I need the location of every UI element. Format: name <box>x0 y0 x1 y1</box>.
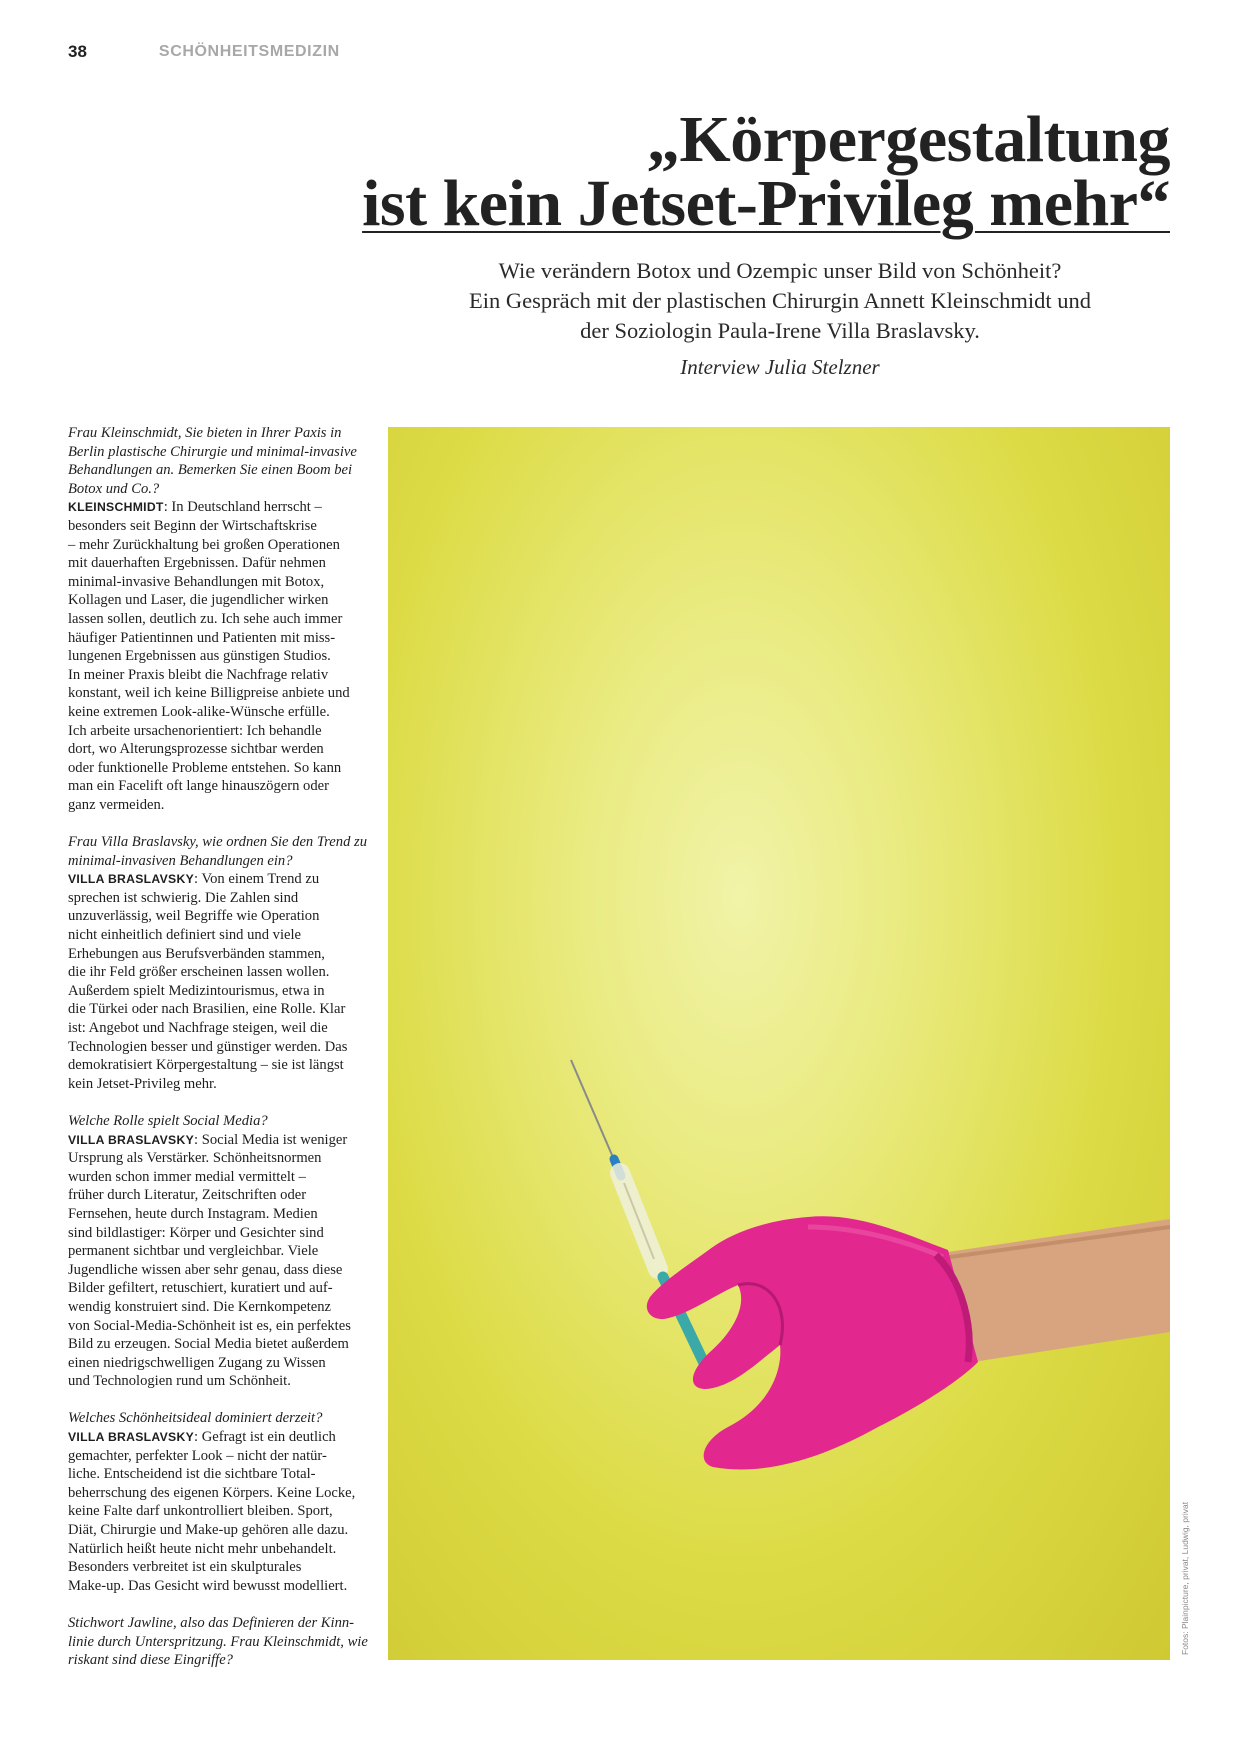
answer-line: Jugendliche wissen aber sehr genau, dass diese <box>68 1261 343 1278</box>
question-line: Berlin plastische Chirurgie und minimal-invasive <box>68 443 357 460</box>
question-line: Stichwort Jawline, also das Definieren der Kinn- <box>68 1615 355 1631</box>
answer-line: die Türkei oder nach Brasilien, eine Rolle. Klar <box>68 1001 346 1018</box>
answer-line: Ich arbeite ursachenorientiert: Ich behandle <box>68 722 322 739</box>
syringe-needle <box>571 1060 615 1162</box>
photo-credit: Fotos: Plainpicture, privat, Ludwig, privat <box>1180 1501 1190 1655</box>
page-number: 38 <box>68 42 87 61</box>
question-line: riskant sind diese Eingriffe? <box>68 1652 233 1669</box>
question-line: Behandlungen an. Bemerken Sie einen Boom bei <box>68 462 353 479</box>
answer-line: Technologien besser und günstiger werden. Das <box>68 1038 348 1055</box>
paragraph-gap <box>68 1391 376 1410</box>
syringe-hand-illustration <box>388 427 1170 1660</box>
answer-first-line <box>68 1131 376 1150</box>
answer-line: Diät, Chirurgie und Make-up gehören alle dazu. <box>68 1522 349 1539</box>
headline-line-2: ist kein Jetset-Privileg mehr“ <box>362 167 1170 240</box>
answer-line: keine Falte darf unkontrolliert bleiben. Sport, <box>68 1503 333 1520</box>
answer-line: minimal-invasive Behandlungen mit Botox, <box>68 573 325 590</box>
question-line: Frau Villa Braslavsky, wie ordnen Sie den Trend zu <box>68 834 368 851</box>
answer-line: mit dauerhaften Ergebnissen. Dafür nehmen <box>68 555 326 572</box>
standfirst <box>400 256 1160 346</box>
interview-column <box>68 424 376 1670</box>
answer-line: die ihr Feld größer erscheinen lassen wollen. <box>68 964 330 981</box>
answer-line: keine extremen Look-alike-Wünsche erfülle. <box>68 703 330 720</box>
answer-line: früher durch Literatur, Zeitschriften oder <box>68 1187 307 1204</box>
question-line: Welches Schönheitsideal dominiert derzeit? <box>68 1410 323 1427</box>
answer-line: Bild zu erzeugen. Social Media bietet außerdem <box>68 1336 349 1353</box>
answer-line: von Social-Media-Schönheit ist es, ein perfektes <box>68 1317 351 1334</box>
paragraph-gap <box>68 814 376 833</box>
speaker-name: VILLA BRASLAVSKY <box>68 1430 195 1445</box>
answer-line: oder funktionelle Probleme entstehen. So kann <box>68 759 342 776</box>
answer-line: demokratisiert Körpergestaltung – sie ist längst <box>68 1057 344 1074</box>
question-line: Frau Kleinschmidt, Sie bieten in Ihrer Paxis in <box>68 425 342 441</box>
answer-line: Besonders verbreitet ist ein skulpturales <box>68 1559 302 1576</box>
answer-line: Außerdem spielt Medizintourismus, etwa in <box>68 982 325 999</box>
answer-line: Kollagen und Laser, die jugendlicher wirken <box>68 592 329 609</box>
paragraph-gap <box>68 1093 376 1112</box>
answer-line: beherrschung des eigenen Körpers. Keine Locke, <box>68 1484 356 1501</box>
answer-line: – mehr Zurückhaltung bei großen Operationen <box>68 536 340 553</box>
answer-line: wurden schon immer medial vermittelt – <box>68 1168 306 1185</box>
answer-line: man ein Facelift oft lange hinauszögern oder <box>68 778 329 795</box>
answer-line: liche. Entscheidend ist die sichtbare Total- <box>68 1466 316 1483</box>
answer-first-line <box>68 870 376 889</box>
answer-line: lassen sollen, deutlich zu. Ich sehe auch immer <box>68 610 343 627</box>
question-line: Welche Rolle spielt Social Media? <box>68 1112 268 1129</box>
answer-line: permanent sichtbar und vergleichbar. Viele <box>68 1243 319 1260</box>
answer-text: : Social Media ist weniger <box>194 1131 348 1148</box>
question-line: Botox und Co.? <box>68 480 160 497</box>
answer-first-line <box>68 498 376 517</box>
answer-text: : In Deutschland herrscht – <box>163 499 322 516</box>
answer-line: ganz vermeiden. <box>68 796 165 813</box>
answer-line: In meiner Praxis bleibt die Nachfrage relativ <box>68 666 329 683</box>
standfirst-line: der Soziologin Paula-Irene Villa Braslavsky. <box>580 318 980 343</box>
answer-text: : Gefragt ist ein deutlich <box>194 1429 336 1446</box>
answer-line: und Technologien rund um Schönheit. <box>68 1373 291 1390</box>
answer-line: ist: Angebot und Nachfrage steigen, weil die <box>68 1020 328 1036</box>
answer-line: kein Jetset-Privileg mehr. <box>68 1075 217 1092</box>
question-line: linie durch Unterspritzung. Frau Kleinschmidt, wie <box>68 1633 368 1650</box>
standfirst-line: Wie verändern Botox und Ozempic unser Bild von Schönheit? <box>498 258 1062 283</box>
answer-line: wendig konstruiert sind. Die Kernkompetenz <box>68 1298 332 1315</box>
answer-line: Erhebungen aus Berufsverbänden stammen, <box>68 945 325 962</box>
answer-line: einen niedrigschwelligen Zugang zu Wissen <box>68 1354 326 1371</box>
answer-line: besonders seit Beginn der Wirtschaftskrise <box>68 517 317 534</box>
answer-line: gemachter, perfekter Look – nicht der natür- <box>68 1447 327 1464</box>
question-line: minimal-invasiven Behandlungen ein? <box>68 852 293 869</box>
section-label: SCHÖNHEITSMEDIZIN <box>158 43 340 60</box>
answer-first-line <box>68 1428 376 1447</box>
answer-line: nicht einheitlich definiert sind und viele <box>68 927 302 944</box>
answer-line: häufiger Patientinnen und Patienten mit miss- <box>68 629 336 646</box>
speaker-name: VILLA BRASLAVSKY <box>68 1132 195 1147</box>
answer-line: Natürlich heißt heute nicht mehr unbehandelt. <box>68 1540 337 1557</box>
page-header <box>68 40 340 64</box>
answer-line: konstant, weil ich keine Billigpreise anbiete und <box>68 685 350 702</box>
speaker-name: VILLA BRASLAVSKY <box>68 872 195 887</box>
answer-line: dort, wo Alterungsprozesse sichtbar werden <box>68 741 324 758</box>
speaker-name: KLEINSCHMIDT <box>68 500 164 515</box>
paragraph-gap <box>68 1595 376 1614</box>
answer-line: Ursprung als Verstärker. Schönheitsnormen <box>68 1150 322 1167</box>
headline-line-1: „Körpergestaltung <box>646 103 1170 176</box>
answer-line: lungenen Ergebnissen aus günstigen Studios. <box>68 648 331 665</box>
headline <box>330 103 1170 240</box>
answer-line: unzuverlässig, weil Begriffe wie Operation <box>68 908 320 925</box>
answer-line: sind bildlastiger: Körper und Gesichter sind <box>68 1224 324 1241</box>
standfirst-line: Ein Gespräch mit der plastischen Chirurgin Annett Kleinschmidt und <box>469 288 1091 313</box>
answer-line: Make-up. Das Gesicht wird bewusst modelliert. <box>68 1577 348 1594</box>
answer-text: : Von einem Trend zu <box>194 871 320 888</box>
answer-line: sprechen ist schwierig. Die Zahlen sind <box>68 889 299 906</box>
hero-photo <box>388 427 1170 1660</box>
answer-line: Bilder gefiltert, retuschiert, kuratiert und auf- <box>68 1280 333 1297</box>
byline: Interview Julia Stelzner <box>680 355 880 379</box>
answer-line: Fernsehen, heute durch Instagram. Medien <box>68 1205 318 1222</box>
